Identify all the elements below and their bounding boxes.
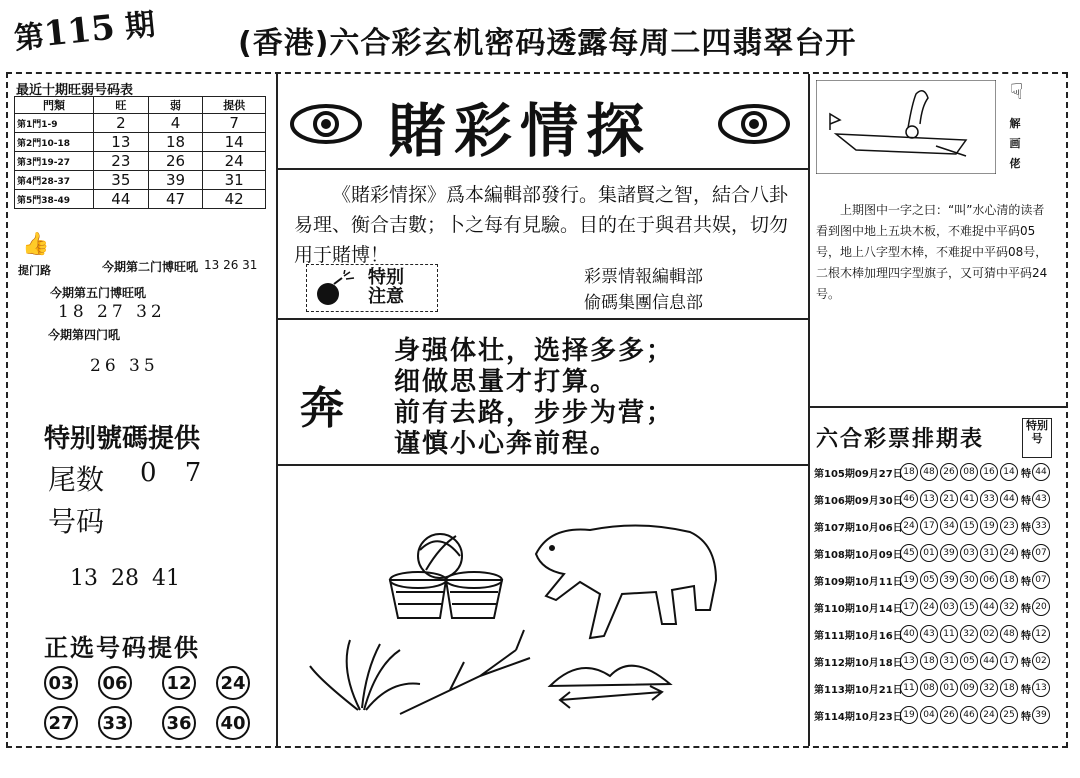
draw-label: 第111期10月16日	[814, 630, 903, 642]
tips-label: 提门路	[18, 264, 51, 277]
row-label: 第3門19-27	[15, 152, 94, 171]
poem-line: 细做思量才打算。	[394, 367, 619, 397]
special-mark: 特	[1021, 657, 1031, 669]
draw-ball: 17	[920, 517, 938, 535]
pointing-hand-icon: ☟	[1010, 80, 1024, 105]
col-header: 旺	[94, 97, 149, 114]
notice-line2: 注意	[368, 286, 404, 307]
special-ball: 13	[1032, 679, 1050, 697]
table-cell: 13	[94, 133, 149, 152]
special-ball: 39	[1032, 706, 1050, 724]
draw-label: 第106期09月30日	[814, 495, 903, 507]
pick-number: 36	[162, 706, 196, 740]
special-mark: 特	[1021, 468, 1031, 480]
divider-left	[276, 74, 278, 746]
schedule-row	[814, 541, 1060, 565]
special-ball: 44	[1032, 463, 1050, 481]
draw-ball: 24	[920, 598, 938, 616]
schedule-row	[814, 568, 1060, 592]
door2-numbers: 13 26 31	[204, 258, 258, 272]
table-row	[15, 133, 266, 152]
row-label: 第1門1-9	[15, 114, 94, 133]
draw-ball: 06	[980, 571, 998, 589]
table-cell: 4	[148, 114, 203, 133]
table-row	[15, 152, 266, 171]
draw-ball: 24	[980, 706, 998, 724]
special-mark: 特	[1021, 630, 1031, 642]
draw-ball: 05	[920, 571, 938, 589]
table-row	[15, 171, 266, 190]
draw-ball: 25	[1000, 706, 1018, 724]
door4-numbers: 26 35	[90, 356, 159, 376]
draw-ball: 15	[960, 598, 978, 616]
special-mark: 特	[1021, 549, 1031, 561]
draw-ball: 46	[900, 490, 918, 508]
baskets-image	[390, 534, 502, 618]
col-header: 門類	[15, 97, 94, 114]
headline: (香港)六合彩玄机密码透露每周二四翡翠台开	[238, 26, 857, 61]
draw-ball: 19	[980, 517, 998, 535]
draw-ball: 26	[940, 706, 958, 724]
door5-numbers: 18 27 32	[58, 302, 166, 322]
table-cell: 31	[203, 171, 266, 190]
draw-ball: 24	[900, 517, 918, 535]
divider-right-1	[810, 406, 1066, 408]
pick-title: 正选号码提供	[44, 634, 200, 662]
table-cell: 42	[203, 190, 266, 209]
draw-label: 第107期10月06日	[814, 522, 903, 534]
page-header	[0, 0, 1080, 66]
table-cell: 23	[94, 152, 149, 171]
issue-number: 115	[41, 7, 117, 55]
draw-ball: 32	[980, 679, 998, 697]
issue-prefix: 第	[12, 18, 47, 57]
draw-ball: 32	[960, 625, 978, 643]
draw-ball: 17	[1000, 652, 1018, 670]
row-label: 第2門10-18	[15, 133, 94, 152]
table-cell: 26	[148, 152, 203, 171]
poem-line: 身强体壮，选择多多；	[394, 336, 675, 366]
pick-number: 27	[44, 706, 78, 740]
draw-ball: 19	[900, 706, 918, 724]
draw-label: 第113期10月21日	[814, 684, 903, 696]
table-cell: 39	[148, 171, 203, 190]
draw-ball: 44	[980, 598, 998, 616]
pick-number: 03	[44, 666, 78, 700]
schedule-row	[814, 487, 1060, 511]
special-mark: 特	[1021, 603, 1031, 615]
col-header: 提供	[203, 97, 266, 114]
notice-line1: 特别	[368, 267, 404, 288]
draw-ball: 18	[1000, 679, 1018, 697]
branch-image	[400, 630, 530, 714]
draw-ball: 48	[1000, 625, 1018, 643]
table-cell: 47	[148, 190, 203, 209]
draw-ball: 40	[900, 625, 918, 643]
recent-table-title: 最近十期旺弱号码表	[16, 83, 134, 98]
draw-ball: 17	[900, 598, 918, 616]
draw-ball: 16	[980, 463, 998, 481]
special-ball: 02	[1032, 652, 1050, 670]
special-mark: 特	[1021, 576, 1031, 588]
draw-ball: 43	[920, 625, 938, 643]
draw-ball: 01	[940, 679, 958, 697]
side-label: 解画佬	[1009, 117, 1021, 170]
pick-number: 40	[216, 706, 250, 740]
signature-1: 彩票情報編輯部	[584, 267, 703, 287]
clue-image	[816, 80, 996, 174]
door4-label: 今期第四门吼	[48, 328, 121, 342]
draw-ball: 33	[980, 490, 998, 508]
draw-ball: 48	[920, 463, 938, 481]
special-ball: 43	[1032, 490, 1050, 508]
row-label: 第4門28-37	[15, 171, 94, 190]
poem-key-char: 奔	[300, 383, 344, 434]
draw-label: 第112期10月18日	[814, 657, 903, 669]
special-mark: 特	[1021, 684, 1031, 696]
draw-ball: 31	[980, 544, 998, 562]
schedule-row	[814, 703, 1060, 727]
notice-text	[368, 268, 404, 306]
draw-ball: 39	[940, 571, 958, 589]
thumbs-up-icon: 👍	[22, 232, 50, 257]
mound-arrow-image	[550, 666, 670, 708]
number-label: 号码	[48, 505, 105, 538]
signature-2: 偷碼集團信息部	[584, 293, 703, 313]
tail-label: 尾数	[48, 463, 105, 496]
table-cell: 2	[94, 114, 149, 133]
pick-number: 12	[162, 666, 196, 700]
pick-number: 24	[216, 666, 250, 700]
intro-text: 《賭彩情探》爲本編輯部發行。集諸賢之智，結合八卦易理、衡合吉數；卜之每有見驗。目的在于與君共娱，切勿用于賭博！	[294, 184, 789, 266]
eye-icon	[288, 100, 364, 148]
table-cell: 44	[94, 190, 149, 209]
row-label: 第5門38-49	[15, 190, 94, 209]
draw-ball: 11	[940, 625, 958, 643]
draw-ball: 44	[1000, 490, 1018, 508]
schedule-row	[814, 649, 1060, 673]
tail-value: 0 7	[140, 458, 202, 488]
draw-ball: 01	[920, 544, 938, 562]
draw-ball: 04	[920, 706, 938, 724]
draw-ball: 15	[960, 517, 978, 535]
special-ball: 33	[1032, 517, 1050, 535]
logo-title: 賭彩情探	[388, 97, 653, 165]
special-mark: 特	[1021, 495, 1031, 507]
door5-label: 今期第五门博旺吼	[50, 286, 147, 300]
bomb-icon	[312, 270, 358, 308]
special-mark: 特	[1021, 711, 1031, 723]
draw-ball: 21	[940, 490, 958, 508]
special-number-values: 13 28 41	[70, 566, 180, 591]
draw-ball: 13	[920, 490, 938, 508]
schedule-tag: 特别号	[1022, 418, 1052, 458]
draw-ball: 24	[1000, 544, 1018, 562]
draw-ball: 26	[940, 463, 958, 481]
draw-ball: 39	[940, 544, 958, 562]
schedule-row	[814, 460, 1060, 484]
special-ball: 07	[1032, 571, 1050, 589]
divider-center-1	[276, 168, 808, 170]
recent-table	[14, 96, 266, 209]
door2-label: 今期第二门博旺吼	[102, 260, 199, 274]
col-header: 弱	[148, 97, 203, 114]
draw-label: 第114期10月23日	[814, 711, 903, 723]
pick-number: 33	[98, 706, 132, 740]
puzzle-illustration	[280, 470, 804, 742]
table-cell: 7	[203, 114, 266, 133]
issue-label	[12, 0, 157, 58]
pick-number: 06	[98, 666, 132, 700]
draw-label: 第105期09月27日	[814, 468, 903, 480]
draw-ball: 46	[960, 706, 978, 724]
draw-ball: 03	[960, 544, 978, 562]
special-mark: 特	[1021, 522, 1031, 534]
draw-ball: 03	[940, 598, 958, 616]
divider-center-2	[276, 318, 808, 320]
draw-ball: 14	[1000, 463, 1018, 481]
draw-label: 第109期10月11日	[814, 576, 903, 588]
draw-ball: 30	[960, 571, 978, 589]
bear-image	[536, 525, 716, 638]
table-cell: 24	[203, 152, 266, 171]
clue-text: 上期图中一字之曰：“叫”水心清的读者看到图中地上五块木板，不难捉中平码05号，地上八字型木棒，不难捉中平码08号，二根木棒加理四字型旗子，又可猜中平码24号。	[816, 203, 1048, 301]
draw-ball: 31	[940, 652, 958, 670]
draw-ball: 18	[920, 652, 938, 670]
special-ball: 12	[1032, 625, 1050, 643]
draw-ball: 09	[960, 679, 978, 697]
grass-image	[310, 640, 420, 710]
draw-ball: 45	[900, 544, 918, 562]
schedule-row	[814, 622, 1060, 646]
schedule-row	[814, 595, 1060, 619]
draw-ball: 18	[900, 463, 918, 481]
draw-ball: 23	[1000, 517, 1018, 535]
divider-right	[808, 74, 810, 746]
draw-ball: 08	[920, 679, 938, 697]
issue-suffix: 期	[123, 7, 157, 46]
draw-ball: 34	[940, 517, 958, 535]
divider-center-3	[276, 464, 808, 466]
eye-icon	[716, 100, 792, 148]
schedule-row	[814, 514, 1060, 538]
table-cell: 35	[94, 171, 149, 190]
schedule-title: 六合彩票排期表	[816, 426, 985, 452]
table-cell: 18	[148, 133, 203, 152]
poem-line: 谨慎小心奔前程。	[394, 429, 619, 459]
draw-ball: 32	[1000, 598, 1018, 616]
draw-ball: 18	[1000, 571, 1018, 589]
recent-table-header	[15, 97, 266, 114]
draw-ball: 19	[900, 571, 918, 589]
poem	[394, 336, 674, 460]
poem-line: 前有去路，步步为营；	[394, 398, 675, 428]
special-numbers-title: 特别號碼提供	[44, 424, 201, 454]
draw-label: 第110期10月14日	[814, 603, 903, 615]
special-ball: 20	[1032, 598, 1050, 616]
draw-ball: 08	[960, 463, 978, 481]
special-ball: 07	[1032, 544, 1050, 562]
draw-ball: 05	[960, 652, 978, 670]
draw-ball: 11	[900, 679, 918, 697]
draw-ball: 13	[900, 652, 918, 670]
draw-ball: 44	[980, 652, 998, 670]
table-cell: 14	[203, 133, 266, 152]
draw-ball: 02	[980, 625, 998, 643]
table-row	[15, 114, 266, 133]
schedule-row	[814, 676, 1060, 700]
draw-label: 第108期10月09日	[814, 549, 903, 561]
table-row	[15, 190, 266, 209]
draw-ball: 41	[960, 490, 978, 508]
